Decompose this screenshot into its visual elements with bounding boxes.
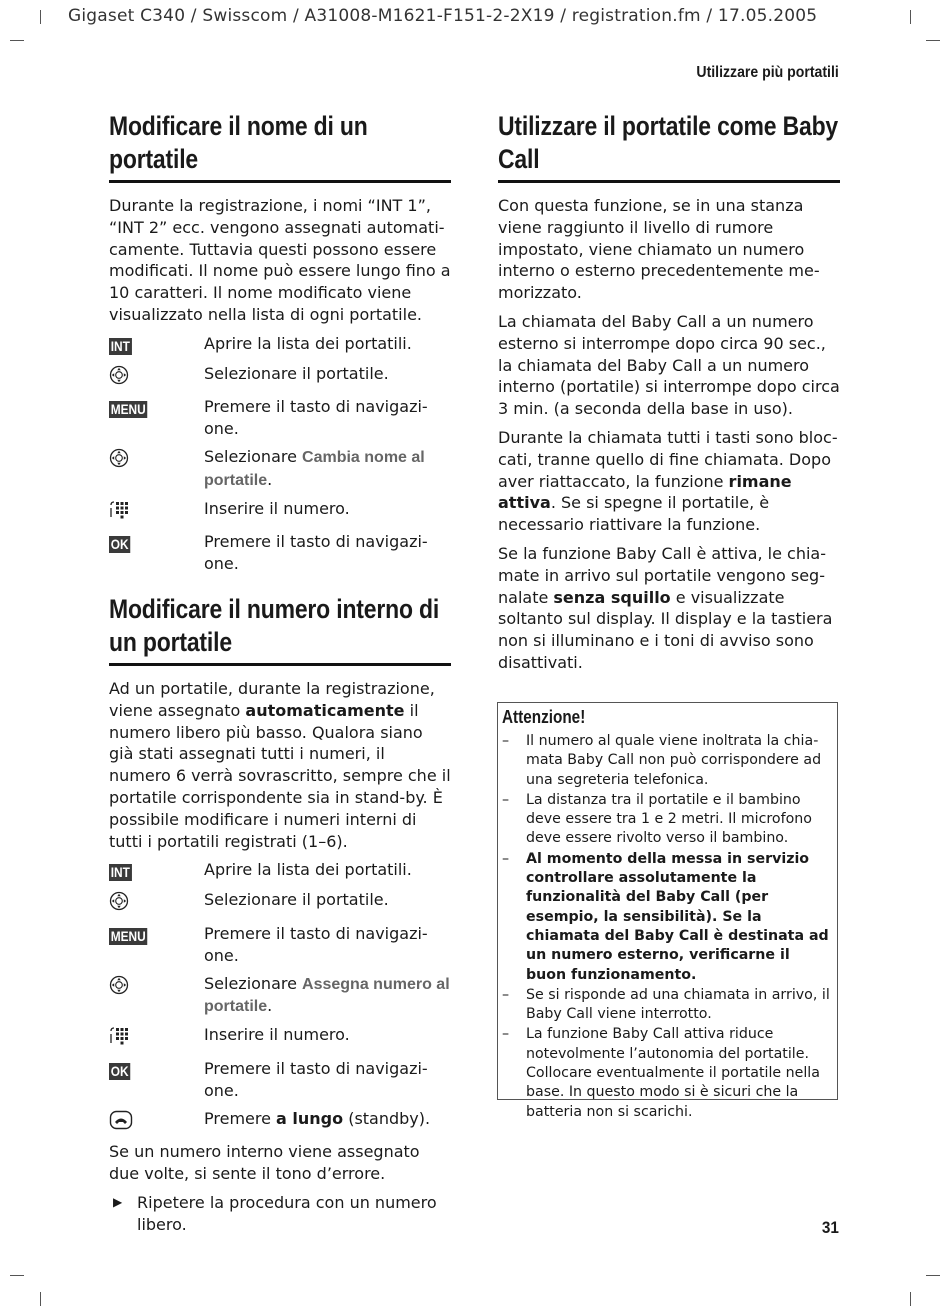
instruction-step — [109, 363, 451, 391]
step-text: Premere il tasto di navigazione. — [204, 532, 428, 574]
step-text: Premere il tasto di navigazione. — [204, 923, 428, 965]
instruction-step — [109, 446, 451, 492]
right-column — [498, 110, 840, 681]
navigation-key-icon — [109, 370, 129, 389]
crop-mark — [926, 40, 940, 41]
attention-item-text: Se si risponde ad una chiamata in arrivo, il Baby Call viene interrotto. — [526, 986, 830, 1023]
menu-option-ref: Assegna numero al portatile — [204, 975, 450, 1016]
ok-key-icon: OK — [110, 1062, 129, 1079]
menu-key-icon: MENU — [110, 401, 146, 418]
instruction-step — [109, 531, 451, 575]
instruction-step — [109, 1024, 451, 1052]
navigation-key-icon — [109, 896, 129, 915]
section-title-baby-call: Utilizzare il portatile come Baby Call — [498, 111, 839, 174]
keypad-icon — [109, 1031, 131, 1050]
title-rule — [109, 180, 451, 183]
instruction-step — [109, 973, 451, 1019]
internal-number-steps — [109, 859, 451, 1135]
navigation-key-icon — [109, 453, 129, 472]
int-key-icon: INT — [110, 864, 130, 881]
baby-call-paragraph-1: Con questa funzione, se in una stanza viene raggiunto il livello di rumore impostato, viene chiamato un numero interno o esterno precedentemente memorizzato. — [498, 196, 820, 303]
triangle-right-icon: ▶ — [113, 1194, 123, 1209]
crop-mark — [40, 10, 41, 24]
step-text: Selezionare Assegna numero al portatile. — [204, 973, 450, 1016]
attention-box — [497, 702, 838, 1120]
step-text: Premere il tasto di navigazione. — [204, 1058, 428, 1100]
crop-mark — [40, 1292, 41, 1306]
instruction-step — [109, 1108, 451, 1136]
attention-item: – Al momento della messa in servizio controllare assolutamente la funzionalità del Baby Call (per esempio, la sensibilità). Se la chiamata del Baby Call è destinata ad un numero esterno, verificarne il buon funzionamento. — [502, 850, 833, 985]
rename-steps — [109, 333, 451, 575]
running-header: Utilizzare più portatili — [696, 64, 839, 81]
step-text: Aprire la lista dei portatili. — [204, 333, 412, 353]
crop-mark — [10, 40, 24, 41]
step-text: Inserire il numero. — [204, 1025, 350, 1045]
crop-mark — [910, 10, 911, 24]
document-meta: Gigaset C340 / Swisscom / A31008-M1621-F151-2-2X19 / registration.fm / 17.05.2005 — [68, 6, 818, 26]
attention-item: – Il numero al quale viene inoltrata la chiamata Baby Call non può corrispondere ad una segreteria telefonica. — [502, 732, 833, 790]
step-text: Selezionare il portatile. — [204, 363, 389, 383]
attention-list — [502, 732, 833, 1122]
retry-bullet: ▶ Ripetere la procedura con un numero libero. — [109, 1192, 451, 1236]
menu-key-icon: MENU — [110, 927, 146, 944]
int-key-icon: INT — [110, 337, 130, 354]
title-rule — [109, 663, 451, 666]
end-call-key-icon — [109, 1115, 133, 1134]
baby-call-paragraph-2: La chiamata del Baby Call a un numero esterno si interrompe dopo circa 90 sec., la chiamata del Baby Call a un numero interno (portatile) si interrompe dopo circa 3 min. (a seconda della base in uso). — [498, 311, 840, 419]
attention-item-text: La funzione Baby Call attiva riduce notevolmente l’autonomia del portatile. Collocare eventualmente il portatile nella base. In questo modo si è sicuri che la batteria non si scarichi. — [526, 1026, 820, 1120]
left-column — [109, 110, 451, 1235]
crop-mark — [910, 1292, 911, 1306]
step-text: Aprire la lista dei portatili. — [204, 860, 412, 880]
step-text: Selezionare il portatile. — [204, 890, 389, 910]
error-tone-note: Se un numero interno viene assegnato due volte, si sente il tono d’errore. — [109, 1142, 420, 1184]
instruction-step — [109, 498, 451, 526]
step-text: Inserire il numero. — [204, 498, 350, 518]
attention-item: – La funzione Baby Call attiva riduce notevolmente l’autonomia del portatile. Collocare eventualmente il portatile nella base. In questo modo si è sicuri che la batteria non si scarichi. — [502, 1025, 833, 1121]
baby-call-paragraph-4: Se la funzione Baby Call è attiva, le chiamate in arrivo sul portatile vengono segnalate senza squillo e visualizzate soltanto sul display. Il display e la tastiera non si illuminano e i toni di avviso sono disattivati. — [498, 543, 833, 672]
instruction-step — [109, 859, 451, 883]
page-number: 31 — [821, 1218, 839, 1237]
rename-intro: Durante la registrazione, i nomi “INT 1”, “INT 2” ecc. vengono assegnati automaticamente. Tuttavia questi possono essere modificati. Il nome può essere lungo fino a 10 caratteri. Il nome modificato viene visualizzato nella lista di ogni portatile. — [109, 196, 451, 324]
instruction-step — [109, 396, 451, 440]
navigation-key-icon — [109, 980, 129, 999]
section-title-rename: Modificare il nome di un portatile — [109, 111, 368, 174]
attention-item: – Se si risponde ad una chiamata in arrivo, il Baby Call viene interrotto. — [502, 986, 833, 1025]
attention-item-text: Il numero al quale viene inoltrata la chiamata Baby Call non può corrispondere ad una segreteria telefonica. — [526, 733, 822, 788]
crop-mark — [926, 1275, 940, 1276]
attention-item: – La distanza tra il portatile e il bambino deve essere tra 1 e 2 metri. Il microfono deve essere rivolto verso il bambino. — [502, 791, 833, 849]
instruction-step — [109, 889, 451, 917]
title-rule — [498, 180, 840, 183]
baby-call-paragraph-3: Durante la chiamata tutti i tasti sono bloccati, tranne quello di fine chiamata. Dopo aver riattaccato, la funzione rimane attiva. Se si spegne il portatile, è necessario riattivare la funzione. — [498, 427, 838, 535]
instruction-step — [109, 923, 451, 967]
keypad-icon — [109, 505, 131, 524]
step-text: Premere il tasto di navigazione. — [204, 397, 428, 439]
crop-mark — [10, 1275, 24, 1276]
section-title-internal-number: Modificare il numero interno di un portatile — [109, 593, 440, 657]
instruction-step — [109, 1058, 451, 1102]
instruction-step — [109, 333, 451, 357]
attention-item-text: La distanza tra il portatile e il bambino deve essere tra 1 e 2 metri. Il microfono deve essere rivolto verso il bambino. — [526, 791, 812, 847]
menu-option-ref: Cambia nome al portatile — [204, 448, 425, 489]
step-text: Selezionare Cambia nome al portatile. — [204, 446, 425, 489]
attention-item-text: Al momento della messa in servizio controllare assolutamente la funzionalità del Baby Call (per esempio, la sensibilità). Se la chiamata del Baby Call è destinata ad un numero esterno, verificarne il buon funzionamento. — [526, 850, 829, 983]
attention-title: Attenzione! — [502, 707, 586, 727]
internal-number-intro: Ad un portatile, durante la registrazione, viene assegnato automaticamente il numero libero più basso. Qualora siano già stati assegnati tutti i numeri, il numero 6 verrà sovrascritto, sempre che il portatile corrispondente sia in stand-by. È possibile modificare i numeri interni di tutti i portatili registrati (1–6). — [109, 678, 451, 851]
step-text: Premere a lungo (standby). — [204, 1108, 431, 1128]
ok-key-icon: OK — [110, 536, 129, 553]
